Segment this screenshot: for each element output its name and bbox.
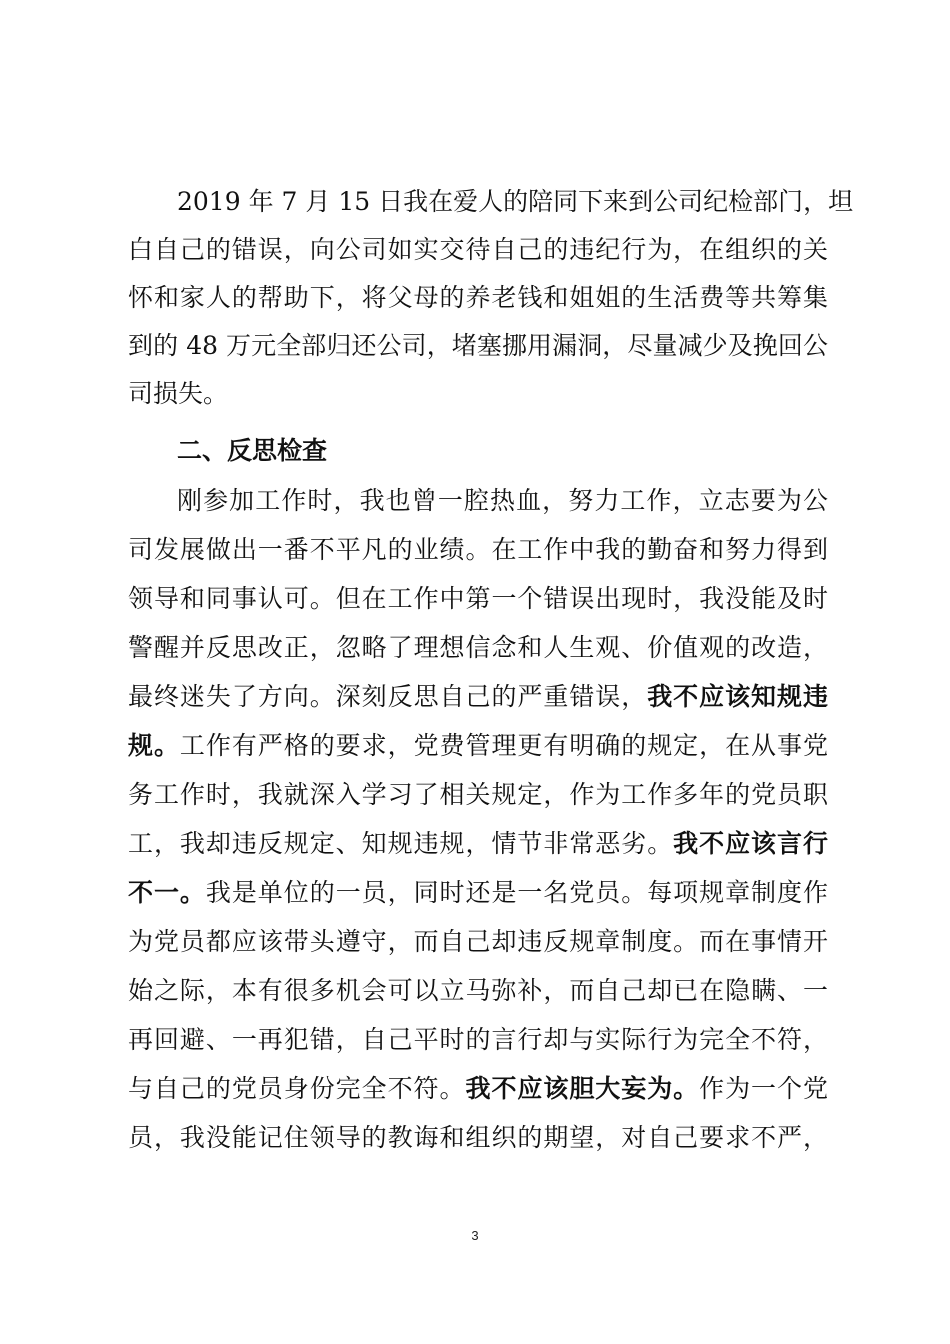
- line-13-text: 与自己的党员身份完全不符。: [128, 1074, 466, 1103]
- emphasis-recklessness: 我不应该胆大妄为。: [465, 1074, 700, 1103]
- paragraph-2-line-9: [128, 873, 828, 913]
- paragraph-2-line-3: 领导和同事认可。但在工作中第一个错误出现时，我没能及时: [128, 584, 828, 613]
- paragraph-1-line-2: 白自己的错误，向公司如实交待自己的违纪行为，在组织的关: [128, 235, 828, 264]
- page-number: 3: [471, 1228, 479, 1243]
- emphasis-no-violation: 我不应该知规违: [647, 682, 828, 711]
- emphasis-no-violation-end: 规。: [128, 731, 180, 760]
- line-13-tail: 作为一个党: [699, 1074, 828, 1103]
- paragraph-2-line-2: 司发展做出一番不平凡的业绩。在工作中我的勤奋和努力得到: [128, 535, 828, 564]
- paragraph-2-line-11: 始之际，本有很多机会可以立马弥补，而自己却已在隐瞒、一: [128, 976, 828, 1005]
- paragraph-2-line-5: [128, 677, 828, 717]
- section-heading: 二、反思检查: [177, 436, 328, 465]
- paragraph-2-line-12: 再回避、一再犯错，自己平时的言行却与实际行为完全不符，: [128, 1025, 828, 1054]
- line-8-text: 工，我却违反规定、知规违规，情节非常恶劣。: [128, 829, 674, 858]
- paragraph-1-line-5: 司损失。: [128, 379, 229, 408]
- paragraph-2-line-13: [128, 1069, 828, 1109]
- emphasis-consistency-end: 不一。: [128, 878, 206, 907]
- paragraph-2-line-8: [128, 824, 828, 864]
- line-9-text: 我是单位的一员，同时还是一名党员。每项规章制度作: [205, 878, 828, 907]
- paragraph-1-line-4: 到的 48 万元全部归还公司，堵塞挪用漏洞，尽量减少及挽回公: [128, 331, 828, 360]
- paragraph-2-line-7: 务工作时，我就深入学习了相关规定，作为工作多年的党员职: [128, 780, 828, 809]
- paragraph-1-line-3: 怀和家人的帮助下，将父母的养老钱和姐姐的生活费等共筹集: [128, 283, 828, 312]
- paragraph-1-line-1: 2019 年 7 月 15 日我在爱人的陪同下来到公司纪检部门，坦: [177, 187, 854, 216]
- line-6-text: 工作有严格的要求，党费管理更有明确的规定，在从事党: [179, 731, 828, 760]
- emphasis-consistency: 我不应该言行: [673, 829, 828, 858]
- paragraph-2-line-1: 刚参加工作时，我也曾一腔热血，努力工作，立志要为公: [177, 486, 828, 515]
- line-5-text: 最终迷失了方向。深刻反思自己的严重错误，: [128, 682, 648, 711]
- paragraph-2-line-4: 警醒并反思改正，忽略了理想信念和人生观、价值观的改造，: [128, 633, 828, 662]
- paragraph-2-line-10: 为党员都应该带头遵守，而自己却违反规章制度。而在事情开: [128, 927, 828, 956]
- paragraph-2-line-14: 员，我没能记住领导的教诲和组织的期望，对自己要求不严，: [128, 1123, 828, 1152]
- paragraph-2-line-6: [128, 726, 828, 766]
